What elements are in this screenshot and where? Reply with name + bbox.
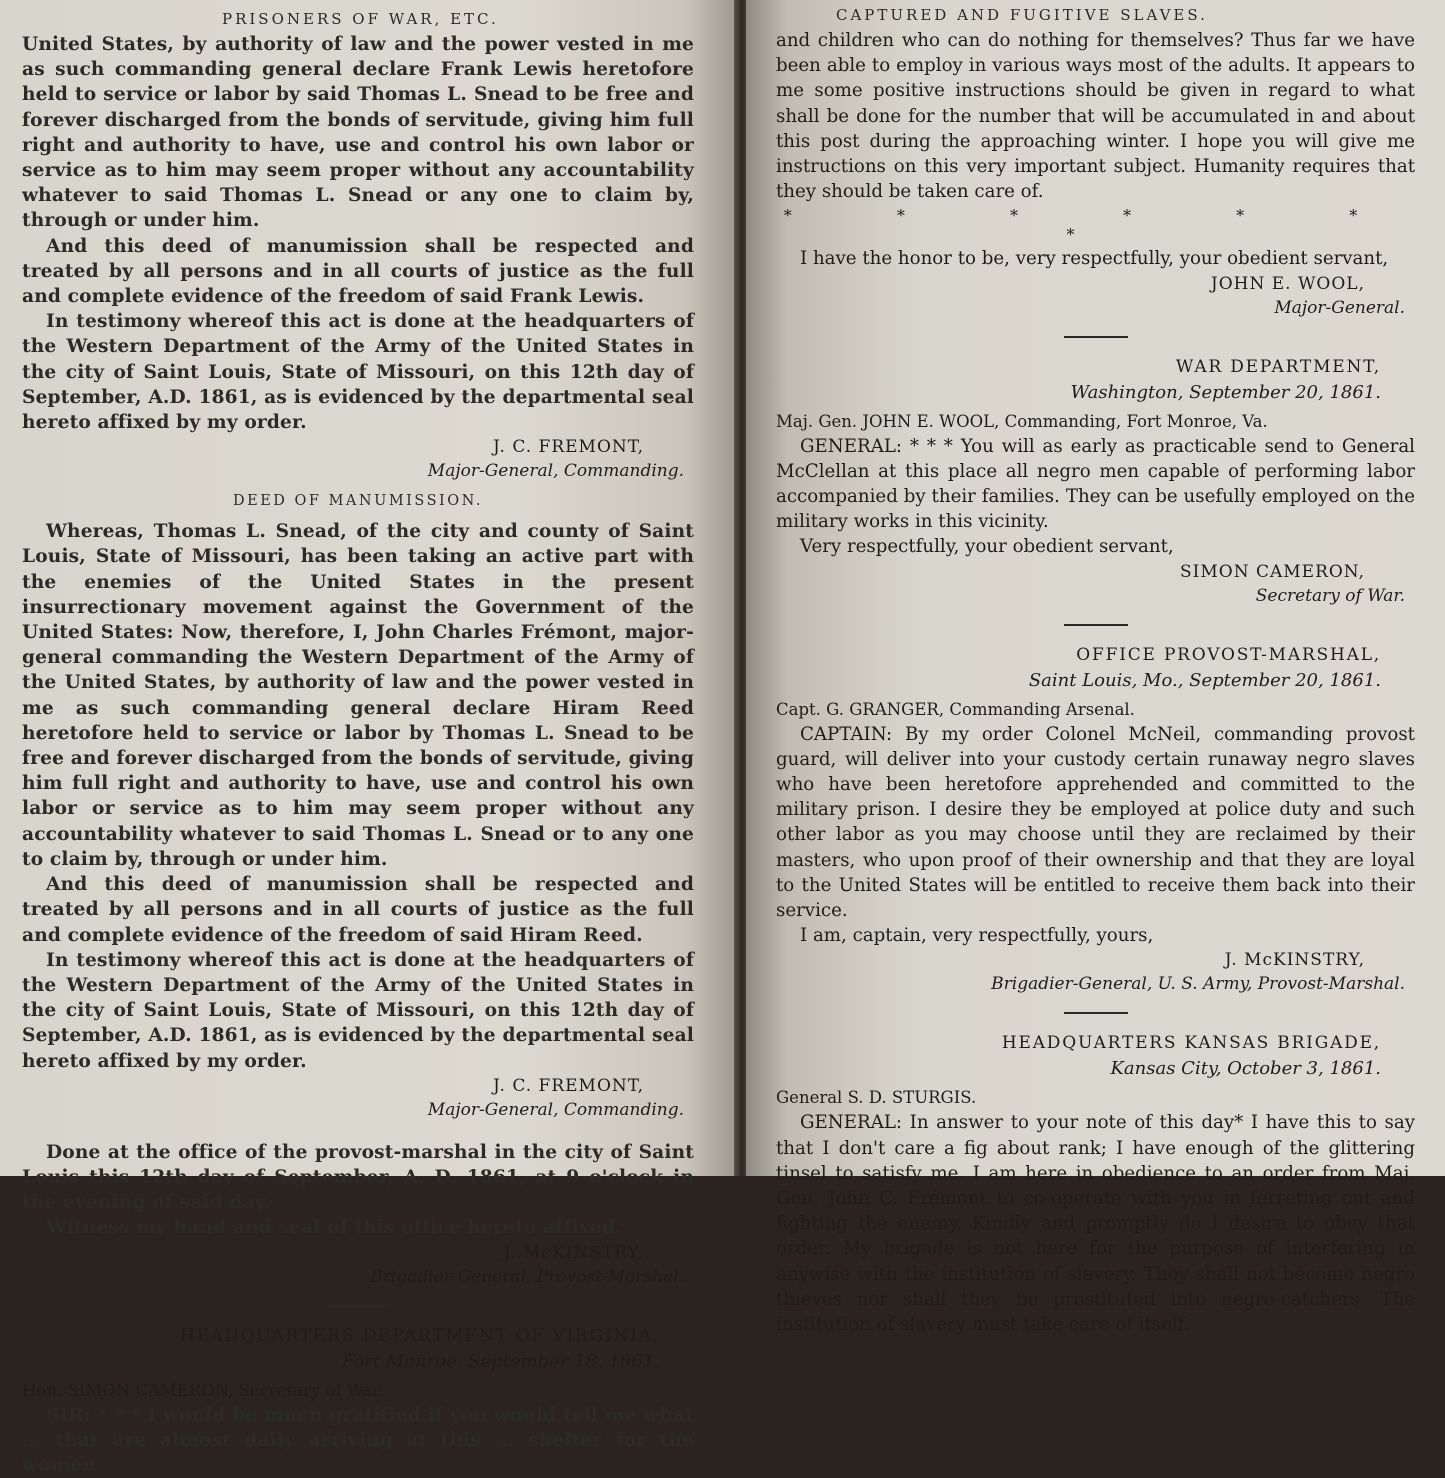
hq-war-heading: WAR DEPARTMENT, — [1175, 356, 1381, 377]
left-paragraph-1: United States, by authority of law and the power vested in me as such commanding general declare Frank Lewis heretofore held to service or labor by said Thomas L. Snead to be free and forever discharged from the bonds of servitude, giving him full right and authority to have, use and control his own labor or service as to him may seem proper without any accountability whatever to said Thomas L. Snead or any one to claim by, through or under him. — [22, 34, 694, 232]
left-signature-3-name: J. McKINSTRY, — [503, 1242, 644, 1263]
right-running-head: CAPTURED AND FUGITIVE SLAVES. — [836, 6, 1208, 24]
right-signature-1-title: Major-General. — [1274, 297, 1405, 318]
right-page — [746, 0, 1445, 1336]
left-paragraph-2: And this deed of manumission shall be respected and treated by all persons and in all courts of justice as the full and complete evidence of the freedom of said Frank Lewis. — [22, 235, 694, 308]
hq-kansas-heading: HEADQUARTERS KANSAS BRIGADE, — [1001, 1033, 1381, 1054]
address-granger: Capt. G. GRANGER, Commanding Arsenal. — [776, 699, 1135, 719]
right-paragraph-7: GENERAL: In answer to your note of this day* I have this to say that I don't care a fig about rank; I have enough of the glittering tinsel to satisfy me. I am here in obedience to an order from Maj. Gen. John C. Frémont to co-operate with you in ferreting out and fighting the enemy. Kindly and promptly do I desire to obey that order. My brigade is not here for the purpose of interfering in anywise with the institution of slavery. They shall not become negro thieves nor shall they be prostituted into negro-catchers. The institution of slavery must take care of itself. — [776, 1112, 1415, 1336]
right-paragraph-6: I am, captain, very respectfully, yours, — [800, 925, 1154, 947]
hq-kansas-place: Kansas City, October 3, 1861. — [1110, 1058, 1381, 1080]
ellipsis-stars: * * * * * * * — [783, 206, 1408, 245]
right-signature-2-name: SIMON CAMERON, — [1179, 561, 1365, 582]
hq-provost-heading: OFFICE PROVOST-MARSHAL, — [1076, 644, 1381, 665]
section-rule — [1064, 1012, 1128, 1014]
section-rule — [1064, 624, 1128, 626]
section-rule — [326, 1305, 390, 1307]
right-paragraph-5: CAPTAIN: By my order Colonel McNeil, commanding provost guard, will deliver into your custody certain runaway negro slaves who have been heretofore apprehended and committed to the military prison. I desire they be employed at police duty and such other labor as you may choose until they are reclaimed by their masters, who upon proof of their ownership and that they are loyal to the United States will be entitled to receive them back into their service. — [776, 723, 1415, 922]
right-paragraph-2: I have the honor to be, very respectfully, your obedient servant, — [800, 248, 1389, 270]
left-paragraph-9: SIR: * * * I would be much gratified if you would tell me what ... that are almost daily arriving at this ... shelter for the women — [22, 1404, 694, 1476]
spacer — [22, 1122, 694, 1140]
address-sturgis: General S. D. STURGIS. — [776, 1088, 977, 1108]
hq-virginia-heading: HEADQUARTERS DEPARTMENT OF VIRGINIA, — [179, 1325, 660, 1346]
left-running-head: PRISONERS OF WAR, ETC. — [222, 10, 499, 28]
right-paragraph-1: and children who can do nothing for themselves? Thus far we have been able to employ in various ways most of the adults. It appears to me some positive instructions should be given in regard to what shall be done for the number that will be accumulated in and about this post during the approaching winter. I hope you will give me instructions on this very important subject. Humanity requires that they should be taken care of. — [776, 30, 1415, 203]
left-paragraph-7: Done at the office of the provost-marshal in the city of Saint Louis this 12th day of September, A. D. 1861, at 9 o'clock in the evening of said day. — [22, 1141, 694, 1214]
left-signature-3-title: Brigadier-General, Provost-Marshal. — [370, 1266, 684, 1287]
left-signature-1-title: Major-General, Commanding. — [427, 461, 684, 482]
right-signature-3-name: J. McKINSTRY, — [1224, 950, 1365, 971]
left-paragraph-3: In testimony whereof this act is done at the headquarters of the Western Department of the Army of the United States in the city of Saint Louis, State of Missouri, on this 12th day of September, A.D. 1861, as is evidenced by the departmental seal hereto affixed by my order. — [22, 311, 694, 434]
left-signature-1-name: J. C. FREMONT, — [493, 437, 644, 458]
left-paragraph-4: Whereas, Thomas L. Snead, of the city and county of Saint Louis, State of Missouri, has been taking an active part with the enemies of the United States in the present insurrectionary movement against the Government of the United States: Now, therefore, I, John Charles Frémont, major-general commanding the Western Department of the Army of the United States, by authority of law and the power vested in me as such commanding general declare Hiram Reed heretofore held to service or labor by Thomas L. Snead to be free and forever discharged from the bonds of servitude, giving him full right and authority to have, use and control his own labor or service as to him may seem proper without any accountability whatever to said Thomas L. Snead or to any one to claim by, through or under him. — [22, 521, 694, 870]
left-paragraph-8: Witness my hand and seal of this office hereto affixed. — [46, 1217, 622, 1239]
hq-war-place: Washington, September 20, 1861. — [1070, 381, 1381, 403]
right-signature-1-name: JOHN E. WOOL, — [1210, 273, 1365, 294]
deed-heading: DEED OF MANUMISSION. — [233, 493, 483, 510]
left-paragraph-5: And this deed of manumission shall be respected and treated by all persons and in all courts of justice as the full and complete evidence of the freedom of said Hiram Reed. — [22, 874, 694, 946]
address-wool: Maj. Gen. JOHN E. WOOL, Commanding, Fort Monroe, Va. — [776, 411, 1268, 431]
section-rule — [1064, 336, 1128, 338]
left-signature-2-name: J. C. FREMONT, — [493, 1075, 644, 1096]
left-paragraph-6: In testimony whereof this act is done at the headquarters of the Western Department of the Army of the United States in the city of Saint Louis, State of Missouri, on this 12th day of September, A.D. 1861, as is evidenced by the departmental seal hereto affixed by my order. — [22, 949, 694, 1072]
right-signature-2-title: Secretary of War. — [1255, 585, 1405, 606]
right-paragraph-4: Very respectfully, your obedient servant, — [800, 536, 1174, 558]
hq-virginia-place: Fort Monroe, September 18, 1861. — [341, 1350, 660, 1372]
address-cameron: Hon. SIMON CAMERON, Secretary of War. — [22, 1380, 384, 1400]
hq-provost-place: Saint Louis, Mo., September 20, 1861. — [1028, 669, 1381, 691]
right-paragraph-3: GENERAL: * * * You will as early as practicable send to General McClellan at this place all negro men capable of performing labor accompanied by their families. They can be usefully employed on the military works in this vicinity. — [776, 435, 1415, 533]
left-signature-2-title: Major-General, Commanding. — [427, 1099, 684, 1120]
right-signature-3-title: Brigadier-General, U. S. Army, Provost-Marshal. — [991, 974, 1405, 995]
